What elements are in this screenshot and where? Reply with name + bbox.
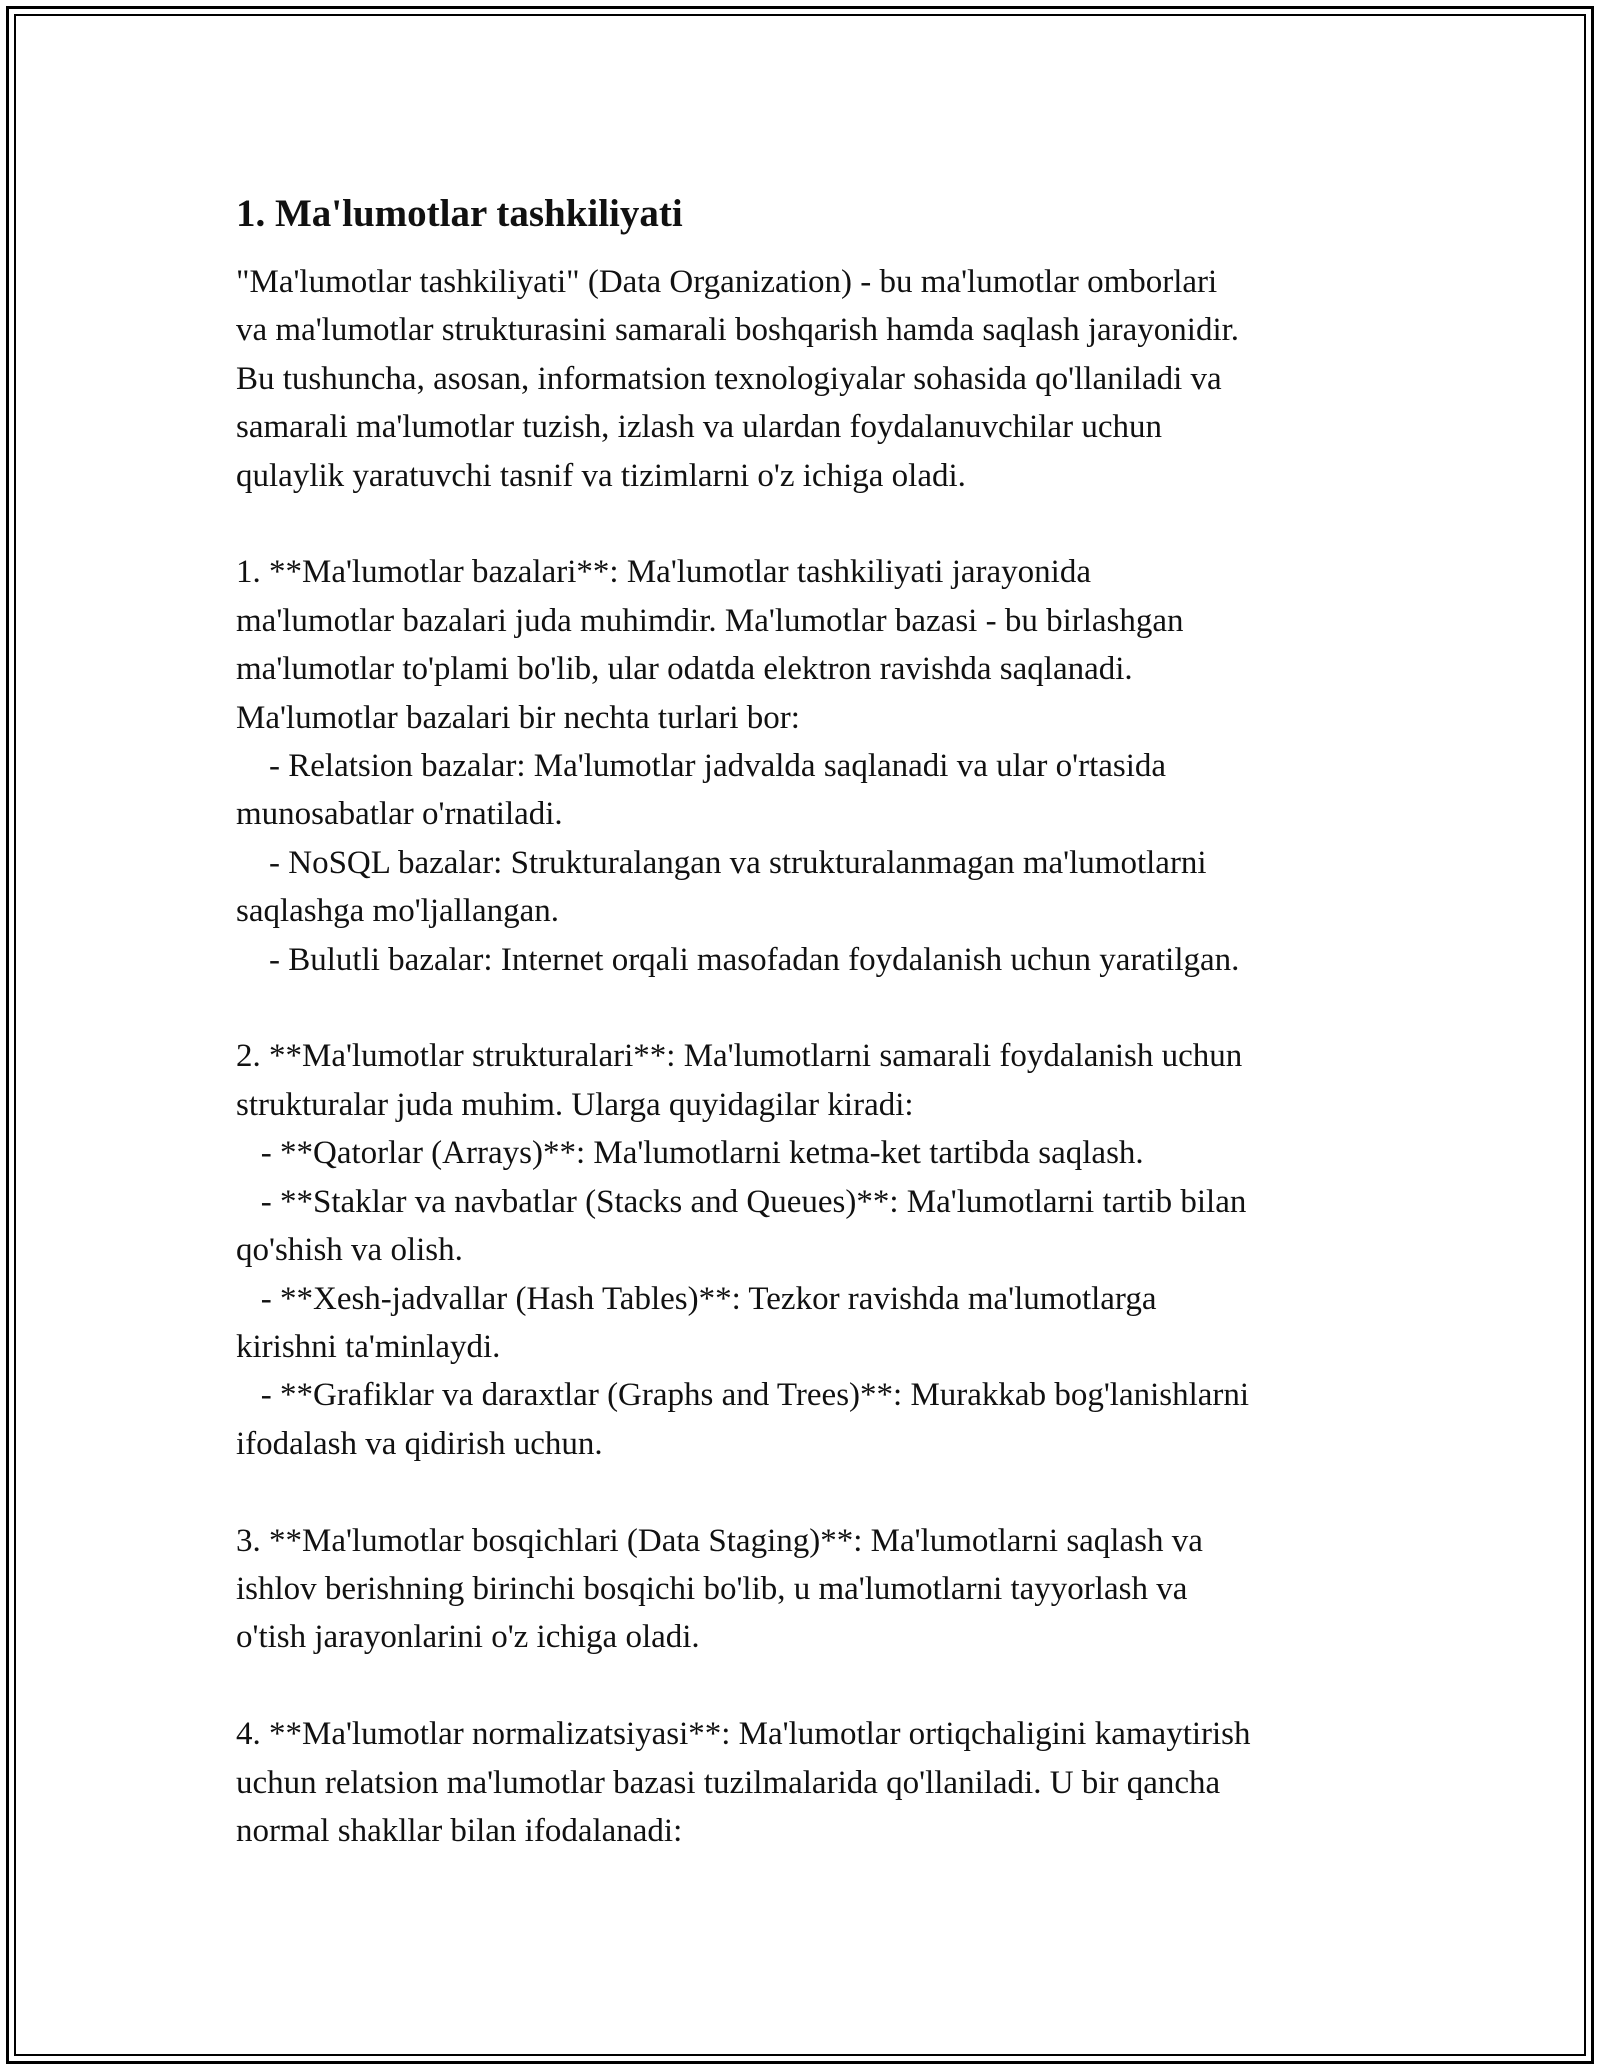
text-line: ma'lumotlar to'plami bo'lib, ular odatda elektron ravishda saqlanadi. (236, 651, 1133, 688)
intro-paragraph (236, 258, 1376, 500)
text-line: ifodalash va qidirish uchun. (236, 1425, 603, 1462)
document-body (236, 186, 1376, 1855)
paragraph-spacer (236, 1468, 1376, 1516)
paragraph-spacer (236, 984, 1376, 1032)
section-3-staging (236, 1517, 1376, 1662)
text-line: - **Xesh-jadvallar (Hash Tables)**: Tezkor ravishda ma'lumotlarga (236, 1280, 1157, 1317)
page-title: 1. Ma'lumotlar tashkiliyati (236, 192, 683, 235)
text-line: strukturalar juda muhim. Ularga quyidagilar kiradi: (236, 1086, 914, 1123)
section-4-normalization (236, 1710, 1376, 1855)
text-line: - Bulutli bazalar: Internet orqali masofadan foydalanish uchun yaratilgan. (236, 941, 1240, 978)
text-line: qo'shish va olish. (236, 1232, 463, 1269)
text-line: munosabatlar o'rnatiladi. (236, 796, 563, 833)
text-line: kirishni ta'minlaydi. (236, 1328, 501, 1365)
text-line: Ma'lumotlar bazalari bir nechta turlari bor: (236, 699, 800, 736)
section-1-databases (236, 548, 1376, 984)
text-line: va ma'lumotlar strukturasini samarali boshqarish hamda saqlash jarayonidir. (236, 312, 1240, 349)
text-line: Bu tushuncha, asosan, informatsion texnologiyalar sohasida qo'llaniladi va (236, 360, 1222, 397)
text-line: saqlashga mo'ljallangan. (236, 893, 560, 930)
section-2-structures (236, 1032, 1376, 1468)
text-line: 4. **Ma'lumotlar normalizatsiyasi**: Ma'lumotlar ortiqchaligini kamaytirish (236, 1716, 1251, 1753)
text-line: uchun relatsion ma'lumotlar bazasi tuzilmalarida qo'llaniladi. U bir qancha (236, 1764, 1221, 1801)
text-line: 3. **Ma'lumotlar bosqichlari (Data Staging)**: Ma'lumotlarni saqlash va (236, 1522, 1203, 1559)
text-line: "Ma'lumotlar tashkiliyati" (Data Organization) - bu ma'lumotlar omborlari (236, 264, 1218, 300)
document-paragraphs (236, 258, 1376, 1855)
text-line: 2. **Ma'lumotlar strukturalari**: Ma'lumotlarni samarali foydalanish uchun (236, 1038, 1243, 1075)
paragraph-spacer (236, 500, 1376, 548)
text-line: ma'lumotlar bazalari juda muhimdir. Ma'lumotlar bazasi - bu birlashgan (236, 602, 1184, 639)
text-line: - NoSQL bazalar: Strukturalangan va strukturalanmagan ma'lumotlarni (236, 844, 1207, 881)
text-line: - **Staklar va navbatlar (Stacks and Queues)**: Ma'lumotlarni tartib bilan (236, 1183, 1247, 1220)
text-line: ishlov berishning birinchi bosqichi bo'lib, u ma'lumotlarni tayyorlash va (236, 1570, 1188, 1607)
text-line: - **Grafiklar va daraxtlar (Graphs and Trees)**: Murakkab bog'lanishlarni (236, 1377, 1250, 1414)
text-line: samarali ma'lumotlar tuzish, izlash va ulardan foydalanuvchilar uchun (236, 409, 1162, 446)
text-line: o'tish jarayonlarini o'z ichiga oladi. (236, 1619, 700, 1656)
text-line: - **Qatorlar (Arrays)**: Ma'lumotlarni ketma-ket tartibda saqlash. (236, 1135, 1144, 1172)
text-line: normal shakllar bilan ifodalanadi: (236, 1812, 683, 1849)
text-line: - Relatsion bazalar: Ma'lumotlar jadvalda saqlanadi va ular o'rtasida (236, 748, 1167, 785)
text-line: 1. **Ma'lumotlar bazalari**: Ma'lumotlar tashkiliyati jarayonida (236, 554, 1091, 591)
paragraph-spacer (236, 1662, 1376, 1710)
text-line: qulaylik yaratuvchi tasnif va tizimlarni o'z ichiga oladi. (236, 457, 966, 494)
